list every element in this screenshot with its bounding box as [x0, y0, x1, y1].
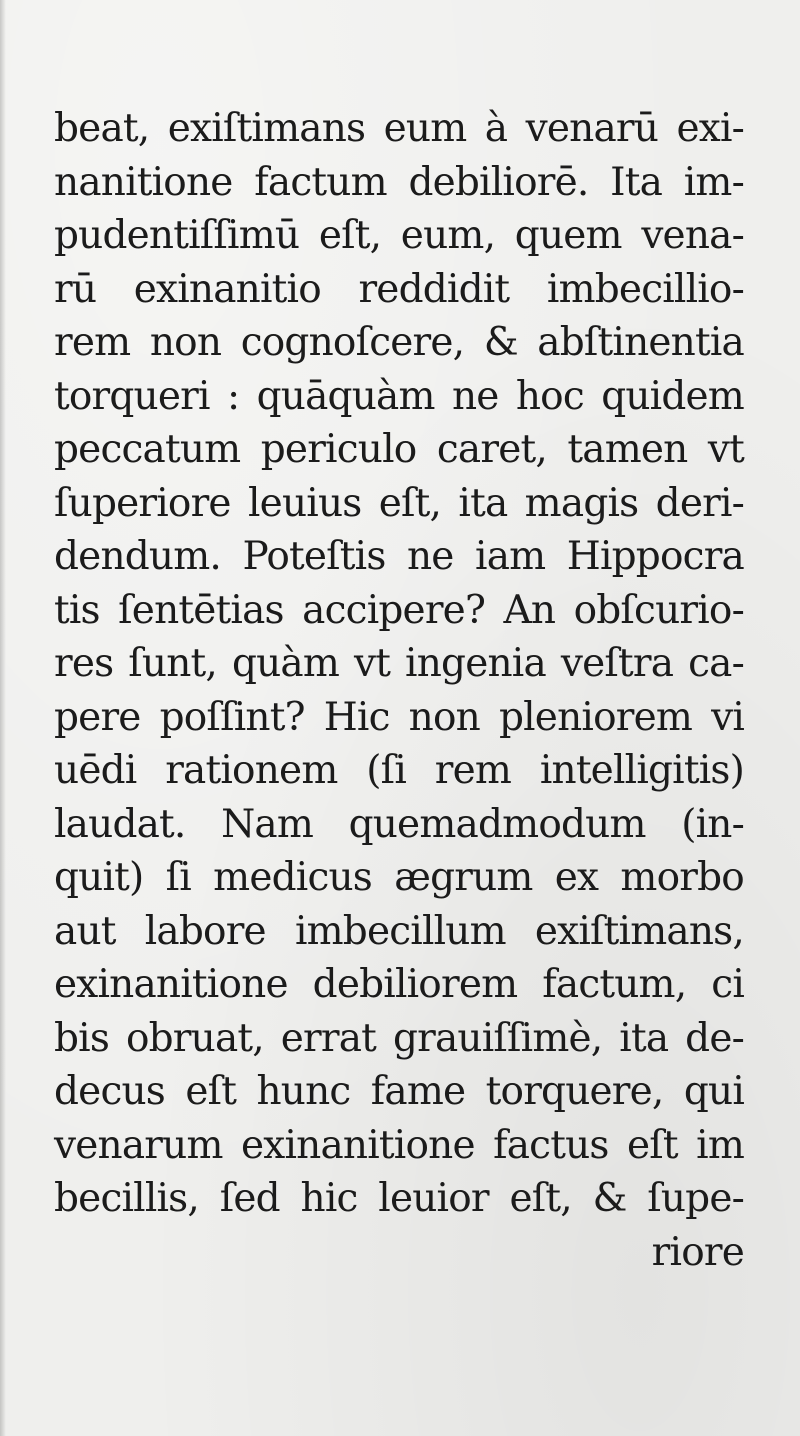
text-line: quit) ſi medicus ægrum ex morbo [54, 855, 744, 900]
text-line: peccatum periculo caret, tamen vt [54, 427, 744, 472]
text-line: riore [651, 1229, 744, 1275]
text-line: decus eſt hunc fame torquere, qui [54, 1069, 744, 1114]
text-line: res ſunt, quàm vt ingenia veſtra ca- [54, 641, 744, 686]
text-line: pudentiſſimū eſt, eum, quem vena- [54, 213, 744, 258]
text-line: laudat. Nam quemadmodum (in- [54, 801, 744, 847]
text-line: tis ſentētias accipere? An obſcurio- [54, 587, 744, 633]
text-line: aut labore imbecillum exiſtimans, [54, 908, 744, 954]
text-line: ſuperiore leuius eſt, ita magis deri- [54, 480, 744, 526]
text-line: bis obruat, errat grauiſſimè, ita de- [54, 1015, 744, 1061]
text-line: nanitione factum debiliorē. Ita im- [54, 159, 744, 205]
text-line: uēdi rationem (ſi rem intelligitis) [54, 748, 744, 793]
text-line: dendum. Poteſtis ne iam Hippocra [54, 534, 744, 579]
text-line: pere poſſint? Hic non pleniorem vi [54, 694, 744, 740]
text-line: becillis, ſed hic leuior eſt, & ſupe- [54, 1176, 744, 1221]
text-line: venarum exinanitione factus eſt im [54, 1122, 744, 1168]
text-line: rem non cognoſcere, & abſtinentia [54, 320, 744, 365]
text-line: exinanitione debiliorem factum, ci [54, 962, 744, 1007]
text-line: beat, exiſtimans eum à venarū exi- [54, 106, 744, 151]
text-line: rū exinanitio reddidit imbecillio- [54, 266, 744, 312]
text-line: torqueri : quāquàm ne hoc quidem [54, 373, 744, 419]
text-block [54, 102, 744, 1279]
